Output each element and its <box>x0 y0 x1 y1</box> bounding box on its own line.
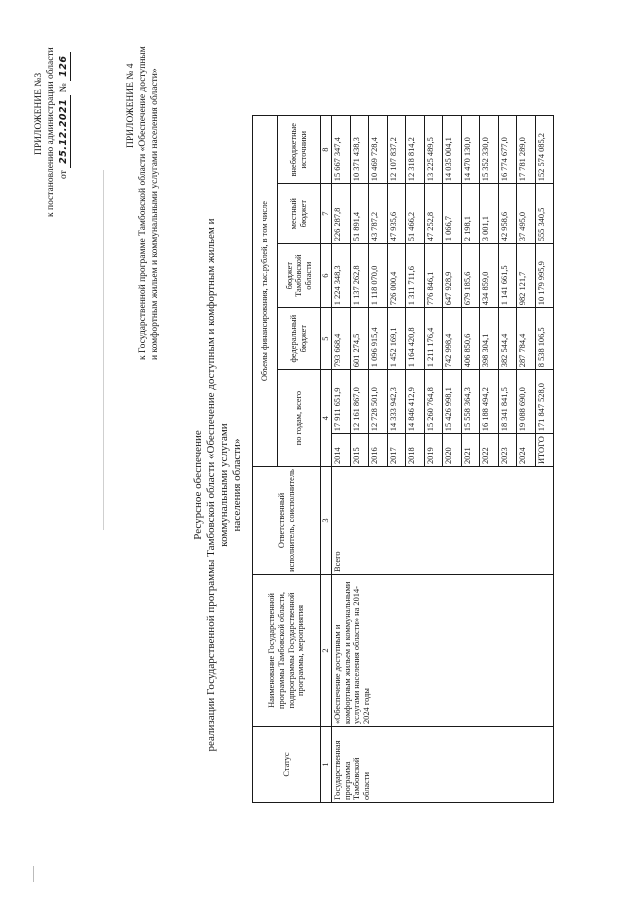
total-cell: 14 846 412,9 <box>406 370 425 434</box>
from-label: от <box>59 170 69 179</box>
federal-cell: 601 274,5 <box>350 308 369 370</box>
handwritten-number: 126 <box>58 52 71 81</box>
local-cell: 1 066,7 <box>443 184 462 244</box>
local-cell: 555 340,5 <box>535 184 554 244</box>
col-num: 3 <box>321 467 332 575</box>
year-cell: 2024 <box>517 434 536 467</box>
local-cell: 37 495,0 <box>517 184 536 244</box>
year-cell: 2014 <box>332 434 351 467</box>
federal-cell: 1 452 169,1 <box>387 308 406 370</box>
header-by-years: по годам, всего <box>278 370 321 467</box>
year-cell: 2019 <box>424 434 443 467</box>
regional-cell: 1 141 661,5 <box>498 244 517 308</box>
local-cell: 2 198,1 <box>461 184 480 244</box>
federal-cell: 287 784,4 <box>517 308 536 370</box>
offbudget-cell: 14 470 130,0 <box>461 116 480 184</box>
local-cell: 47 252,8 <box>424 184 443 244</box>
offbudget-cell: 16 774 677,0 <box>498 116 517 184</box>
local-cell: 47 935,6 <box>387 184 406 244</box>
federal-cell: 1 164 420,8 <box>406 308 425 370</box>
handwritten-date: 25.12.2021 <box>58 95 71 168</box>
header-status: Статус <box>253 727 321 803</box>
appendix-3-title: ПРИЛОЖЕНИЕ №3 <box>34 72 44 155</box>
total-cell: 15 558 364,3 <box>461 370 480 434</box>
document-title <box>192 185 244 785</box>
program-name-cell: «Обеспечение доступным и комфортным жильем и коммунальными услугами населения области» на 2014-2024 годы <box>332 575 554 727</box>
table-row <box>332 116 351 803</box>
appendix-3-header <box>33 7 71 217</box>
offbudget-cell: 12 107 837,2 <box>387 116 406 184</box>
appendix-4-line2: к Государственной программе Тамбовской области «Обеспечение доступным <box>138 46 148 360</box>
year-cell: 2020 <box>443 434 462 467</box>
col-num: 2 <box>321 575 332 727</box>
year-cell: 2023 <box>498 434 517 467</box>
federal-cell: 398 304,1 <box>480 308 499 370</box>
regional-cell: 679 185,6 <box>461 244 480 308</box>
col-num: 6 <box>321 244 332 308</box>
col-num: 4 <box>321 370 332 467</box>
local-cell: 43 787,2 <box>369 184 388 244</box>
offbudget-cell: 152 574 085,2 <box>535 116 554 184</box>
table-body <box>332 116 554 803</box>
federal-cell: 8 538 106,5 <box>535 308 554 370</box>
total-cell: 12 728 501,0 <box>369 370 388 434</box>
year-cell: 2016 <box>369 434 388 467</box>
local-cell: 226 287,8 <box>332 184 351 244</box>
offbudget-cell: 13 225 489,5 <box>424 116 443 184</box>
responsible-cell: Всего <box>332 467 554 575</box>
regional-cell: 1 118 070,0 <box>369 244 388 308</box>
header-name: Наименование Государственной программы Тамбовской области, подпрограммы Государственной программы, мероприятия <box>253 575 321 727</box>
regional-cell: 982 121,7 <box>517 244 536 308</box>
resource-table <box>252 115 554 803</box>
offbudget-cell: 14 035 004,1 <box>443 116 462 184</box>
federal-cell: 793 668,4 <box>332 308 351 370</box>
offbudget-cell: 10 469 728,4 <box>369 116 388 184</box>
total-cell: 15 426 998,1 <box>443 370 462 434</box>
title-line-1: Ресурсное обеспечение <box>192 430 204 540</box>
header-row-1 <box>253 116 278 803</box>
federal-cell: 742 998,4 <box>443 308 462 370</box>
local-cell: 51 891,4 <box>350 184 369 244</box>
offbudget-cell: 12 318 814,2 <box>406 116 425 184</box>
year-cell: ИТОГО <box>535 434 554 467</box>
regional-cell: 726 000,4 <box>387 244 406 308</box>
total-cell: 171 847 528,0 <box>535 370 554 434</box>
total-cell: 12 161 867,0 <box>350 370 369 434</box>
appendix-3-date-line <box>58 7 71 217</box>
title-line-2: реализации Государственной программы Тамбовской области «Обеспечение доступным и комфортным жильем и коммунальными услугами <box>205 218 230 752</box>
status-cell: Государственная программа Тамбовской области <box>332 727 554 803</box>
appendix-3-line2: к постановлению администрации области <box>46 47 56 217</box>
year-cell: 2018 <box>406 434 425 467</box>
regional-cell: 1 137 262,8 <box>350 244 369 308</box>
header-local: местный бюджет <box>278 184 321 244</box>
header-federal: федеральный бюджет <box>278 308 321 370</box>
offbudget-cell: 15 667 347,4 <box>332 116 351 184</box>
regional-cell: 434 859,0 <box>480 244 499 308</box>
year-cell: 2015 <box>350 434 369 467</box>
col-num: 8 <box>321 116 332 184</box>
title-line-3: населения области» <box>231 438 243 532</box>
federal-cell: 406 850,6 <box>461 308 480 370</box>
header-responsible: Ответственный исполнитель, соисполнитель <box>253 467 321 575</box>
col-num: 7 <box>321 184 332 244</box>
regional-cell: 647 928,9 <box>443 244 462 308</box>
local-cell: 42 958,6 <box>498 184 517 244</box>
total-cell: 17 911 651,9 <box>332 370 351 434</box>
total-cell: 14 333 942,3 <box>387 370 406 434</box>
offbudget-cell: 10 371 438,3 <box>350 116 369 184</box>
regional-cell: 1 311 711,6 <box>406 244 425 308</box>
appendix-4-title: ПРИЛОЖЕНИЕ № 4 <box>126 63 136 148</box>
year-cell: 2021 <box>461 434 480 467</box>
year-cell: 2017 <box>387 434 406 467</box>
federal-cell: 1 096 915,4 <box>369 308 388 370</box>
local-cell: 51 466,2 <box>406 184 425 244</box>
number-label: № <box>59 83 69 93</box>
column-number-row <box>321 116 332 803</box>
col-num: 5 <box>321 308 332 370</box>
federal-cell: 1 211 176,4 <box>424 308 443 370</box>
header-volumes: Объемы финансирования, тыс.рублей, в том числе <box>253 116 278 467</box>
offbudget-cell: 17 781 289,0 <box>517 116 536 184</box>
total-cell: 15 260 764,8 <box>424 370 443 434</box>
local-cell: 3 001,1 <box>480 184 499 244</box>
year-cell: 2022 <box>480 434 499 467</box>
header-offbudget: внебюджетные источники <box>278 116 321 184</box>
appendix-4-header <box>125 15 161 360</box>
col-num: 1 <box>321 727 332 803</box>
federal-cell: 382 544,4 <box>498 308 517 370</box>
regional-cell: 776 846,1 <box>424 244 443 308</box>
header-regional: бюджет Тамбовской области <box>278 244 321 308</box>
regional-cell: 1 224 348,3 <box>332 244 351 308</box>
total-cell: 19 088 690,0 <box>517 370 536 434</box>
total-cell: 18 341 841,5 <box>498 370 517 434</box>
regional-cell: 10 179 995,9 <box>535 244 554 308</box>
appendix-4-line3: и комфортным жильем и коммунальными услугами населения области» <box>150 68 160 360</box>
total-cell: 16 188 494,2 <box>480 370 499 434</box>
offbudget-cell: 15 352 330,0 <box>480 116 499 184</box>
